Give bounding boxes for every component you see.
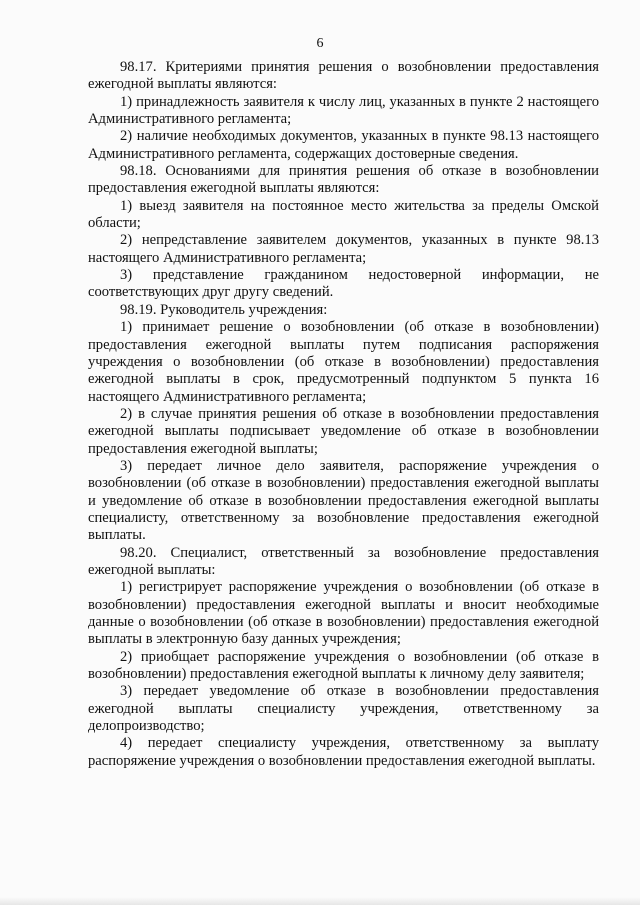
paragraph-98-20: 98.20. Специалист, ответственный за возобновление предоставления ежегодной выплаты:	[88, 544, 599, 578]
list-item: 1) принимает решение о возобновлении (об отказе в возобновлении) предоставления ежегодной выплаты путем подписания распоряжения учреждения о возобновлении (об отказе в возобновлении) предоставления ежегодной выплаты в срок, предусмотренный подпунктом 5 пункта 16 настоящего Административного регламента;	[88, 319, 599, 405]
list-item: 2) в случае принятия решения об отказе в возобновлении предоставления ежегодной выплаты подписывает уведомление об отказе в возобновлении предоставления ежегодной выплаты;	[88, 405, 599, 457]
list-item: 1) регистрирует распоряжение учреждения о возобновлении (об отказе в возобновлении) предоставления ежегодной выплаты и вносит необходимые данные о возобновлении (об отказе в возобновлении) предоставления ежегодной выплаты в электронную базу данных учреждения;	[88, 579, 599, 648]
page-bottom-edge	[0, 897, 640, 905]
list-item: 1) выезд заявителя на постоянное место жительства за пределы Омской области;	[88, 197, 599, 232]
page-number: 6	[316, 36, 324, 51]
list-item: 2) непредставление заявителем документов, указанных в пункте 98.13 настоящего Административного регламента;	[88, 232, 599, 266]
paragraph-98-19: 98.19. Руководитель учреждения:	[120, 301, 328, 318]
list-item: 2) приобщает распоряжение учреждения о возобновлении (об отказе в возобновлении) предоставления ежегодной выплаты к личному делу заявителя;	[88, 648, 599, 683]
document-body	[88, 59, 599, 770]
list-item: 3) представление гражданином недостоверной информации, не соответствующих друг другу сведений.	[88, 267, 599, 301]
paragraph-98-18: 98.18. Основаниями для принятия решения об отказе в возобновлении предоставления ежегодной выплаты являются:	[88, 163, 599, 197]
list-item: 2) наличие необходимых документов, указанных в пункте 98.13 настоящего Административного регламента, содержащих достоверные сведения.	[88, 128, 599, 162]
list-item: 4) передает специалисту учреждения, ответственному за выплату распоряжение учреждения о возобновлении предоставления ежегодной выплаты.	[88, 735, 599, 769]
paragraph-98-17: 98.17. Критериями принятия решения о возобновлении предоставления ежегодной выплаты являются:	[88, 59, 599, 93]
list-item: 3) передает личное дело заявителя, распоряжение учреждения о возобновлении (об отказе в возобновлении) предоставления ежегодной выплаты и уведомление об отказе в возобновлении предоставления ежегодной выплаты специалисту, ответственному за возобновление предоставления ежегодной выплаты.	[88, 457, 599, 544]
list-item: 3) передает уведомление об отказе в возобновлении предоставления ежегодной выплаты специалисту учреждения, ответственному за делопроизводство;	[88, 683, 599, 735]
list-item: 1) принадлежность заявителя к числу лиц, указанных в пункте 2 настоящего Административного регламента;	[88, 93, 599, 128]
